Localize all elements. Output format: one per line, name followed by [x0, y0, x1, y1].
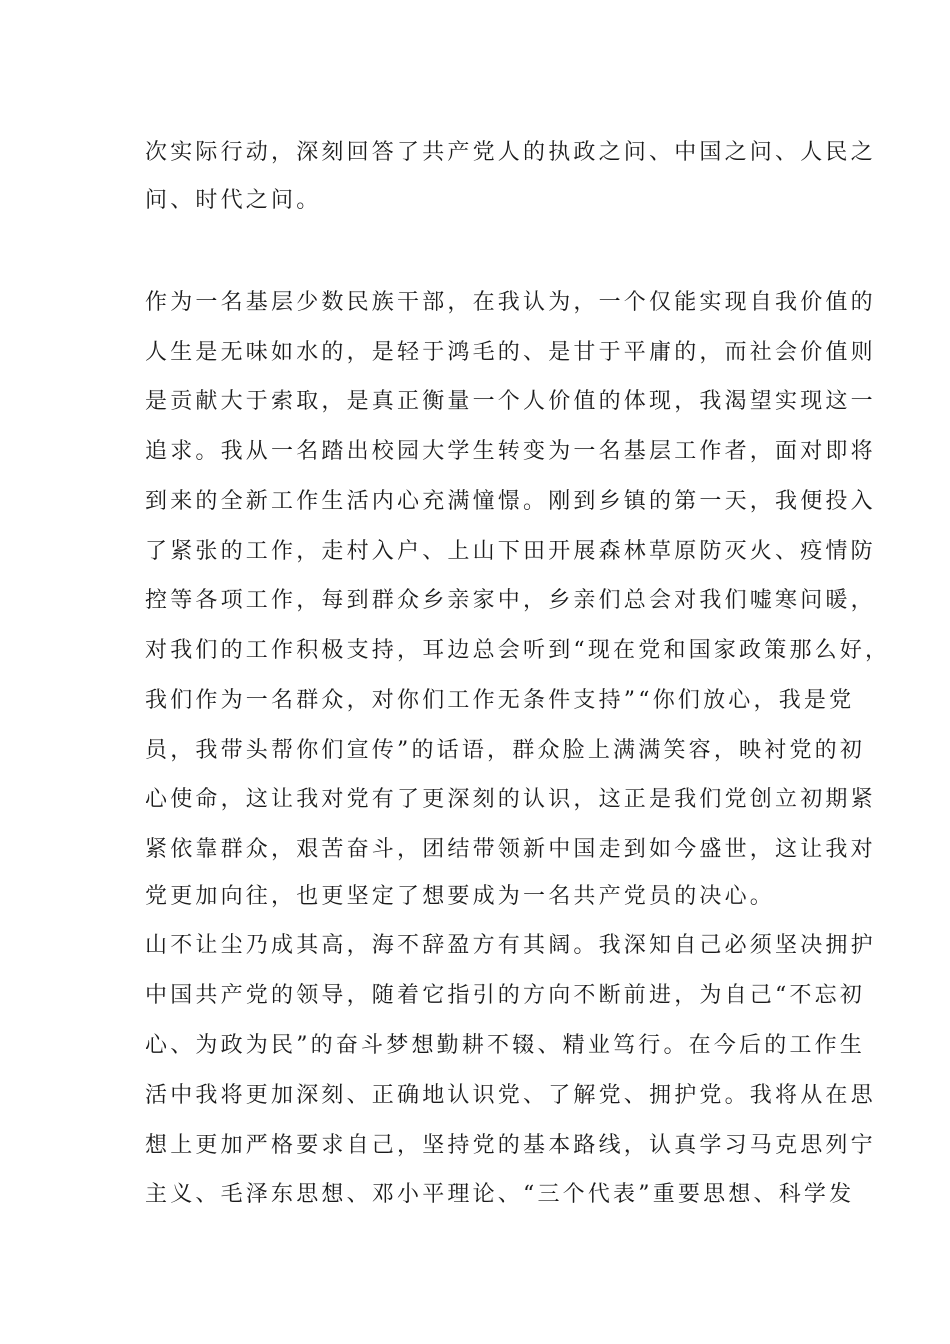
- text-line-4: 人生是无味如水的，是轻于鸿毛的、是甘于平庸的，而社会价值则: [145, 340, 876, 365]
- text-line-20: 想上更加严格要求自己，坚持党的基本路线，认真学习马克思列宁: [145, 1133, 876, 1158]
- text-line-3: 作为一名基层少数民族干部，在我认为，一个仅能实现自我价值的: [145, 290, 876, 315]
- text-line-13: 心使命，这让我对党有了更深刻的认识，这正是我们党创立初期紧: [145, 787, 876, 812]
- text-line-10: 对我们的工作积极支持，耳边总会听到“现在党和国家政策那么好，: [145, 638, 891, 663]
- text-line-6: 追求。我从一名踏出校园大学生转变为一名基层工作者，面对即将: [145, 439, 876, 464]
- text-line-7: 到来的全新工作生活内心充满憧憬。刚到乡镇的第一天，我便投入: [145, 489, 876, 514]
- text-line-14: 紧依靠群众，艰苦奋斗，团结带领新中国走到如今盛世，这让我对: [145, 837, 876, 862]
- text-line-5: 是贡献大于索取，是真正衡量一个人价值的体现，我渴望实现这一: [145, 389, 876, 414]
- text-line-1: 次实际行动，深刻回答了共产党人的执政之问、中国之问、人民之: [145, 140, 876, 165]
- text-line-15: 党更加向往，也更坚定了想要成为一名共产党员的决心。: [145, 884, 776, 909]
- text-line-12: 员，我带头帮你们宣传”的话语，群众脸上满满笑容，映衬党的初: [145, 738, 866, 763]
- text-line-11: 我们作为一名群众，对你们工作无条件支持”“你们放心，我是党: [145, 688, 855, 713]
- text-line-16: 山不让尘乃成其高，海不辞盈方有其阔。我深知自己必须坚决拥护: [145, 933, 876, 958]
- text-line-9: 控等各项工作，每到群众乡亲家中，乡亲们总会对我们嘘寒问暖，: [145, 588, 876, 613]
- text-line-2: 问、时代之问。: [145, 188, 322, 213]
- text-line-18: 心、为政为民”的奋斗梦想勤耕不辍、精业笃行。在今后的工作生: [145, 1033, 866, 1058]
- text-line-21: 主义、毛泽东思想、邓小平理论、“三个代表”重要思想、科学发: [145, 1182, 855, 1207]
- text-line-17: 中国共产党的领导，随着它指引的方向不断前进，为自己“不忘初: [145, 983, 866, 1008]
- text-line-8: 了紧张的工作，走村入户、上山下田开展森林草原防灭火、疫情防: [145, 539, 876, 564]
- text-line-19: 活中我将更加深刻、正确地认识党、了解党、拥护党。我将从在思: [145, 1083, 876, 1108]
